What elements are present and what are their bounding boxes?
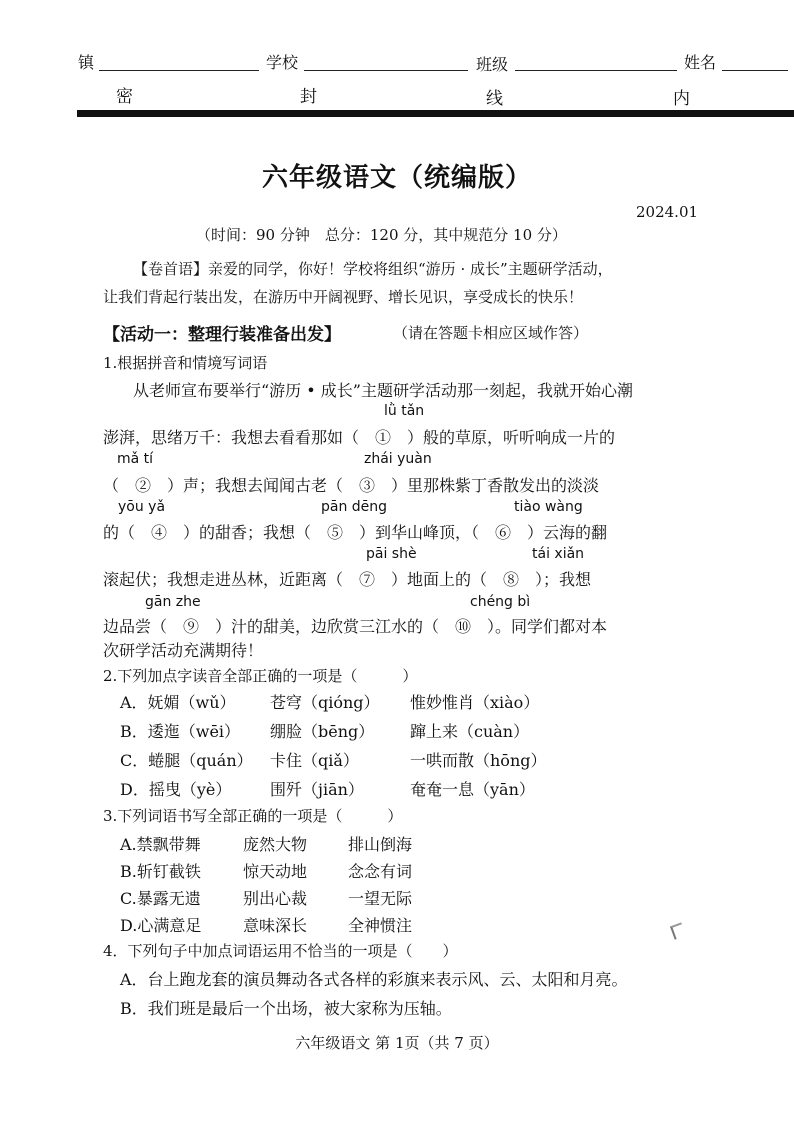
school-label: 学校 <box>266 53 299 72</box>
q3-option-b-2: 惊天动地 <box>243 862 308 881</box>
q2-option-a-2: 苍穹（qióng） <box>270 693 380 712</box>
q3-option-b-1: B.斩钉截铁 <box>120 862 201 881</box>
q2-option-d-3: 奄奄一息（yān） <box>410 780 535 799</box>
class-label: 班级 <box>476 55 509 74</box>
seal-line-bar <box>77 110 794 117</box>
q2-option-c-3: 一哄而散（hōng） <box>410 751 547 770</box>
q1-line-4: 的（ ④ ）的甜香；我想（ ⑤ ）到华山峰顶，（ ⑥ ）云海的翻 <box>103 523 608 542</box>
activity1-heading: 【活动一：整理行装准备出发】 <box>103 325 341 345</box>
q1-line-3: （ ② ）声；我想去闻闻古老（ ③ ）里那株紫丁香散发出的淡淡 <box>103 476 600 495</box>
page-footer: 六年级语文 第 1页（共 7 页） <box>295 1034 499 1052</box>
q2-option-b-2: 绷脸（bēng） <box>270 722 375 741</box>
pinyin-3: zhái yuàn <box>364 451 432 467</box>
q2-option-c-2: 卡住（qiǎ） <box>270 751 359 770</box>
q2-option-c-1: C．蜷腿（quán） <box>120 751 253 770</box>
q4-option-b: B．我们班是最后一个出场，被大家称为压轴。 <box>120 999 452 1018</box>
q1-line-5: 滚起伏；我想走进丛林，近距离（ ⑦ ）地面上的（ ⑧ ）；我想 <box>103 570 592 589</box>
seal-char-2: 封 <box>300 87 317 107</box>
q2-option-a-3: 惟妙惟肖（xiào） <box>410 693 540 712</box>
q3-option-c-2: 别出心裁 <box>243 889 308 908</box>
seal-char-3: 线 <box>486 89 503 109</box>
pinyin-10: chéng bì <box>470 594 531 610</box>
pinyin-5: pān dēng <box>321 499 388 515</box>
exam-date: 2024.01 <box>636 203 699 221</box>
q3-option-a-2: 庞然大物 <box>243 835 308 854</box>
q3-option-c-3: 一望无际 <box>348 889 413 908</box>
q3-option-a-3: 排山倒海 <box>348 835 413 854</box>
q2-option-d-2: 围歼（jiān） <box>270 780 364 799</box>
pinyin-8: tái xiǎn <box>532 546 585 562</box>
q2-option-b-1: B．逶迤（wēi） <box>120 722 241 741</box>
q3-option-d-3: 全神惯注 <box>348 916 413 935</box>
seal-char-4: 内 <box>673 89 690 109</box>
q3-option-b-3: 念念有词 <box>348 862 413 881</box>
q1-line-1: 从老师宣布要举行“游历 • 成长”主题研学活动那一刻起，我就开始心潮 <box>133 381 633 400</box>
pinyin-2: mǎ tí <box>117 451 154 467</box>
q3-option-c-1: C.暴露无遗 <box>120 889 201 908</box>
intro-line-1: 【卷首语】亲爱的同学，你好！学校将组织“游历 · 成长”主题研学活动， <box>133 260 613 278</box>
q1-stem: 1.根据拼音和情境写词语 <box>103 354 268 372</box>
pinyin-9: gān zhe <box>145 594 201 610</box>
q3-option-d-1: D.心满意足 <box>120 916 202 935</box>
q2-option-b-3: 蹿上来（cuàn） <box>410 722 530 741</box>
q4-stem: 4．下列句子中加点词语运用不恰当的一项是（ ） <box>103 942 458 960</box>
town-label: 镇 <box>78 53 95 72</box>
exam-info: （时间：90 分钟 总分：120 分，其中规范分 10 分） <box>196 226 567 244</box>
name-label: 姓名 <box>684 53 717 72</box>
q2-option-a-1: A．妩媚（wǔ） <box>120 693 236 712</box>
school-field[interactable] <box>304 70 468 71</box>
pinyin-1: lǜ tǎn <box>384 403 425 419</box>
pinyin-4: yōu yǎ <box>118 499 166 515</box>
activity1-note: （请在答题卡相应区域作答） <box>393 324 589 342</box>
q4-option-a: A．台上跑龙套的演员舞动各式各样的彩旗来表示风、云、太阳和月亮。 <box>120 970 628 989</box>
pinyin-6: tiào wàng <box>514 499 583 515</box>
q1-line-2: 澎湃，思绪万千：我想去看看那如（ ① ）般的草原，听听响成一片的 <box>103 428 616 447</box>
pen-mark-icon <box>670 922 686 939</box>
pinyin-7: pāi shè <box>366 546 417 562</box>
q3-option-d-2: 意味深长 <box>243 916 308 935</box>
q2-option-d-1: D．摇曳（yè） <box>120 780 232 799</box>
town-field[interactable] <box>99 70 259 71</box>
name-field[interactable] <box>722 70 788 71</box>
q1-line-6: 边品尝（ ⑨ ）汁的甜美，边欣赏三江水的（ ⑩ ）。同学们都对本 <box>103 617 608 636</box>
page-title: 六年级语文（统编版） <box>261 163 532 193</box>
intro-line-2: 让我们背起行装出发，在游历中开阔视野、增长见识，享受成长的快乐！ <box>103 288 584 306</box>
q1-line-7: 次研学活动充满期待！ <box>103 641 264 660</box>
q3-option-a-1: A.禁飘带舞 <box>120 835 201 854</box>
seal-char-1: 密 <box>116 87 133 107</box>
class-field[interactable] <box>515 70 677 71</box>
q3-stem: 3.下列词语书写全部正确的一项是（ ） <box>103 807 403 825</box>
q2-stem: 2.下列加点字读音全部正确的一项是（ ） <box>103 667 418 685</box>
